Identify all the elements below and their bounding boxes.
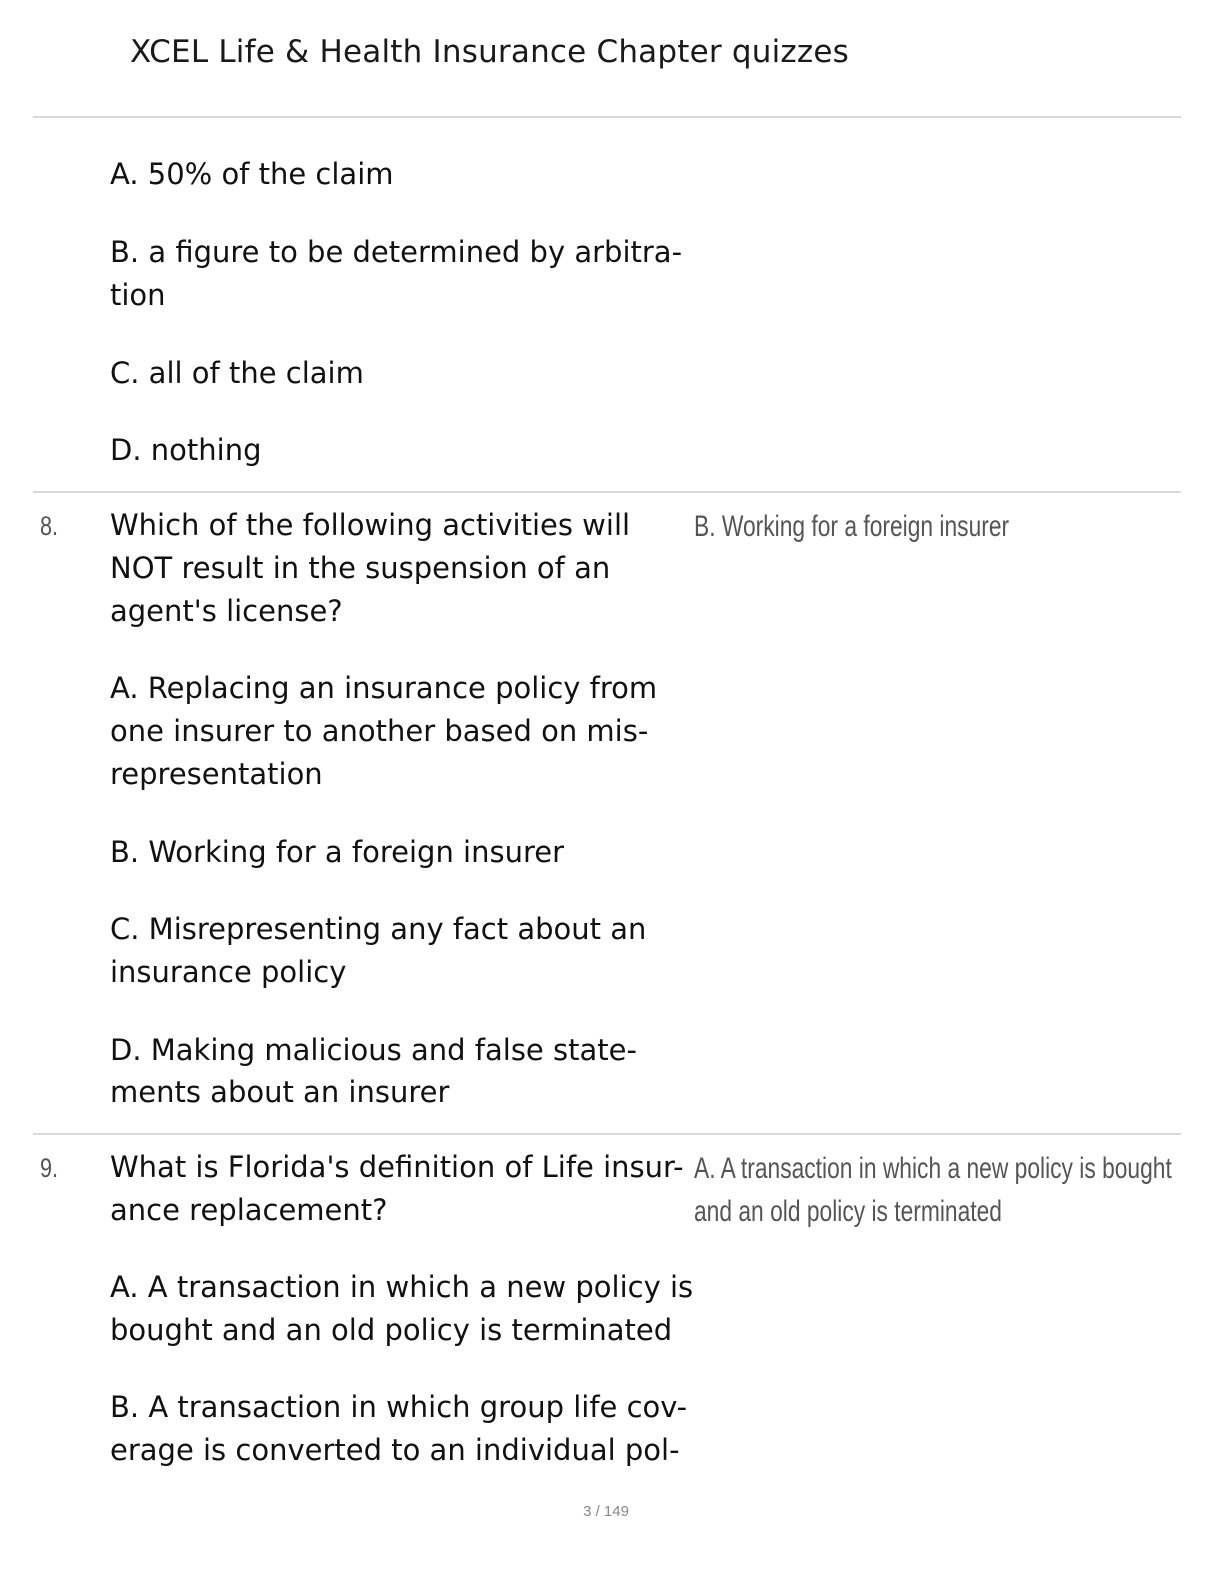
option-a: bought and an old policy is terminated bbox=[110, 1313, 673, 1347]
option-d: D. nothing bbox=[110, 433, 262, 467]
option-c: C. all of the claim bbox=[110, 356, 364, 390]
question-divider bbox=[33, 1133, 1181, 1135]
answer-text: A. A transaction in which a new policy is bought bbox=[694, 1152, 1172, 1185]
question-text: What is Florida's definition of Life insur- bbox=[110, 1150, 684, 1184]
option-b: B. A transaction in which group life cov- bbox=[110, 1390, 688, 1424]
option-a: one insurer to another based on mis- bbox=[110, 714, 649, 748]
header-divider bbox=[33, 116, 1181, 118]
option-b: tion bbox=[110, 278, 166, 312]
option-a: representation bbox=[110, 757, 323, 791]
option-b: B. a figure to be determined by arbitra- bbox=[110, 235, 683, 269]
option-a: A. A transaction in which a new policy is bbox=[110, 1270, 694, 1304]
option-a: A. 50% of the claim bbox=[110, 157, 394, 191]
question-text: agent's license? bbox=[110, 594, 343, 628]
option-c: insurance policy bbox=[110, 955, 347, 989]
question-number: 9. bbox=[40, 1153, 59, 1183]
option-c: C. Misrepresenting any fact about an bbox=[110, 912, 647, 946]
page-number: 3 / 149 bbox=[583, 1503, 629, 1520]
question-text: NOT result in the suspension of an bbox=[110, 551, 611, 585]
option-d: D. Making malicious and false state- bbox=[110, 1033, 637, 1067]
answer-text: B. Working for a foreign insurer bbox=[694, 510, 1010, 543]
option-b: erage is converted to an individual pol- bbox=[110, 1433, 680, 1467]
option-d: ments about an insurer bbox=[110, 1075, 450, 1109]
question-text: Which of the following activities will bbox=[110, 508, 631, 542]
question-divider bbox=[33, 491, 1181, 493]
question-text: ance replacement? bbox=[110, 1193, 388, 1227]
question-number: 8. bbox=[40, 511, 59, 541]
page-title: XCEL Life & Health Insurance Chapter quizzes bbox=[130, 34, 849, 70]
option-b: B. Working for a foreign insurer bbox=[110, 835, 565, 869]
answer-text: and an old policy is terminated bbox=[694, 1195, 1002, 1228]
option-a: A. Replacing an insurance policy from bbox=[110, 671, 658, 705]
